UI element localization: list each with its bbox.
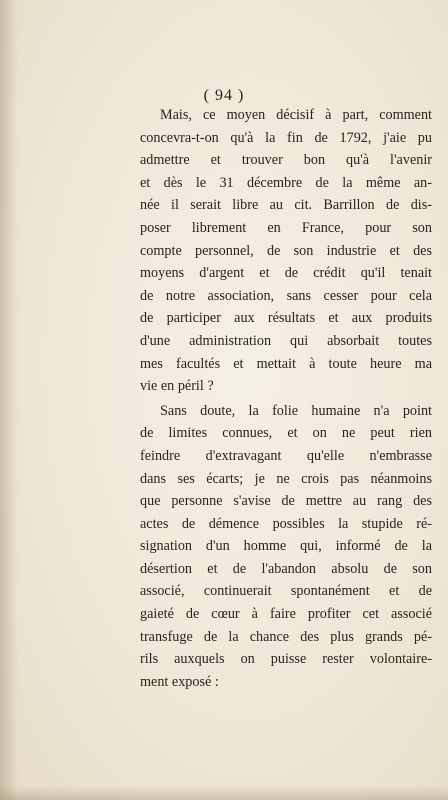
gutter-shadow <box>0 0 18 800</box>
text-line: Sans doute, la folie humaine n'a point <box>160 402 432 419</box>
text-line: désertion et de l'abandon absolu de son <box>140 560 432 577</box>
text-line: Mais, ce moyen décisif à part, comment <box>160 107 432 123</box>
text-line: vie en péril ? <box>140 378 214 395</box>
paragraph-1 <box>140 104 432 398</box>
text-line: de limites connues, et on ne peut rien <box>140 425 432 442</box>
text-line: rils auxquels on puisse rester volontaire- <box>140 651 432 668</box>
text-line: associé, continuerait spontanément et de <box>140 583 432 600</box>
text-line: gaieté de cœur à faire profiter cet associé <box>140 606 432 623</box>
text-line: admettre et trouver bon qu'à l'avenir <box>140 152 432 169</box>
text-line: mes facultés et mettait à toute heure ma <box>140 355 432 372</box>
text-line: de participer aux résultats et aux produits <box>140 310 432 327</box>
text-line: compte personnel, de son industrie et des <box>140 242 432 259</box>
text-line: signation d'un homme qui, informé de la <box>140 538 432 555</box>
text-line: actes de démence possibles la stupide ré- <box>140 515 432 532</box>
text-line: dans ses écarts; je ne crois pas néanmoins <box>140 470 432 487</box>
text-line: que personne s'avise de mettre au rang des <box>140 493 432 510</box>
text-line: ment exposé : <box>140 673 219 690</box>
page-edge <box>0 786 448 800</box>
text-line: transfuge de la chance des plus grands pé- <box>140 628 432 645</box>
text-line: concevra-t-on qu'à la fin de 1792, j'aie pu <box>140 129 432 146</box>
body-text <box>140 104 432 693</box>
text-line: de notre association, sans cesser pour cela <box>140 287 432 304</box>
text-line: et dès le 31 décembre de la même an- <box>140 174 432 191</box>
text-line: poser librement en France, pour son <box>140 219 432 236</box>
page-number: ( 94 ) <box>203 87 245 104</box>
text-line: feindre d'extravagant qu'elle n'embrasse <box>140 447 432 464</box>
text-line: moyens d'argent et de crédit qu'il tenait <box>140 265 432 282</box>
paragraph-2 <box>140 400 432 694</box>
text-line: d'une administration qui absorbait toutes <box>140 332 432 349</box>
text-line: née il serait libre au cit. Barrillon de dis- <box>140 197 432 214</box>
